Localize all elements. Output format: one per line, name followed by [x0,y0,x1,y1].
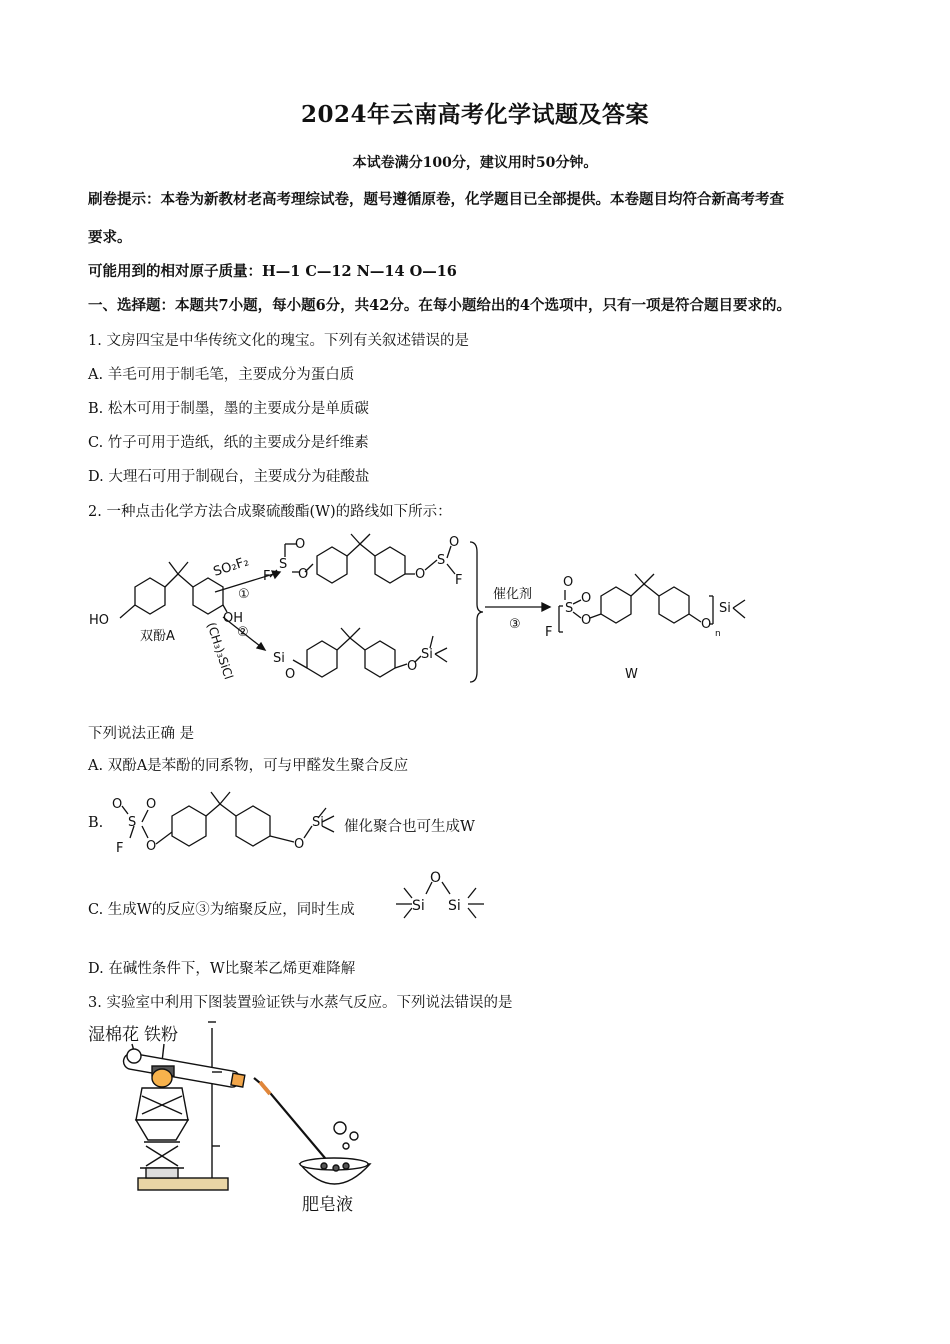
scheme-si-2: Si [421,647,433,662]
option-b-s: S [128,815,137,830]
scheme-o-2: O [298,567,309,582]
q2-stem: 2. 一种点击化学方法合成聚硫酸酯(W)的路线如下所示： [88,504,452,520]
q2-option-c-text: C. 生成W的反应③为缩聚反应，同时生成 [88,902,355,918]
scheme-o-4: O [449,535,460,550]
exam-note: 本试卷满分100分，建议用时50分钟。 [352,155,598,171]
scheme-step-2: ② [237,625,249,640]
scheme-o-8: O [581,591,592,606]
q2-option-b-prefix: B. [88,815,104,831]
scheme-o-3: O [415,567,426,582]
scheme-catalyst: 催化剂 [493,587,533,602]
scheme-si-1: Si [273,651,285,666]
scheme-bisphenol-label: 双酚A [140,629,175,644]
scheme-ho-label: HO [89,613,110,628]
scheme-o-7: O [563,575,574,590]
option-b-o-4: O [294,837,305,852]
q1-option-d: D. 大理石可用于制砚台，主要成分为硅酸盐 [88,469,370,485]
q2-option-b-structure [108,788,344,858]
q2-option-d: D. 在碱性条件下，W比聚苯乙烯更难降解 [88,961,356,977]
scheme-s-2: S [437,553,446,568]
option-b-o-1: O [112,797,123,812]
tip-line-1: 刷卷提示：本卷为新教材老高考理综试卷，题号遵循原卷，化学题目已全部提供。本卷题目均符合新高考考查 [88,191,784,208]
scheme-reagent-2: (CH₃)₃SiCl [204,620,236,682]
tip-line-2: 要求。 [88,229,132,246]
q2-option-b-suffix: 催化聚合也可生成W [344,819,475,835]
option-c-o: O [430,870,442,886]
scheme-oh-label: OH [223,611,244,626]
scheme-f-2: F [455,573,463,588]
scheme-si-3: Si [719,601,731,616]
q3-apparatus-figure [84,1018,384,1218]
scheme-reagent-1: SO₂F₂ [211,554,251,580]
scheme-o-9: O [581,613,592,628]
q1-option-b: B. 松木可用于制墨，墨的主要成分是单质碳 [88,401,369,417]
option-b-o-3: O [146,839,157,854]
scheme-o-1: O [295,537,306,552]
q1-option-c: C. 竹子可用于造纸，纸的主要成分是纤维素 [88,435,369,451]
scheme-f-3: F [545,625,553,640]
q2-option-c-structure [392,866,488,920]
label-wet-cotton: 湿棉花 [88,1025,139,1045]
option-b-si: Si [312,815,324,830]
option-b-f: F [116,841,124,856]
scheme-o-10: O [701,617,712,632]
label-soap-solution: 肥皂液 [302,1195,353,1215]
option-c-si-2: Si [448,898,461,914]
option-b-o-2: O [146,797,157,812]
q2-prompt: 下列说法正确 是 [88,726,195,742]
scheme-product-label: W [625,667,638,682]
q3-stem: 3. 实验室中利用下图装置验证铁与水蒸气反应。下列说法错误的是 [88,995,513,1011]
atomic-mass-line: 可能用到的相对原子质量：H—1 C—12 N—14 O—16 [88,263,457,280]
page-title: 2024年云南高考化学试题及答案 [300,101,649,128]
scheme-o-5: O [285,667,296,682]
q1-stem: 1. 文房四宝是中华传统文化的瑰宝。下列有关叙述错误的是 [88,333,469,349]
label-iron-powder: 铁粉 [144,1025,178,1045]
q1-option-a: A. 羊毛可用于制毛笔，主要成分为蛋白质 [88,367,355,383]
option-c-si-1: Si [412,898,425,914]
scheme-step-1: ① [238,587,250,602]
scheme-s-1: S [279,557,288,572]
scheme-step-3: ③ [509,617,521,632]
section-1-heading: 一、选择题：本题共7小题，每小题6分，共42分。在每小题给出的4个选项中，只有一项是符合题目要求的。 [88,297,791,314]
scheme-f-1: F [263,569,271,584]
scheme-n-subscript: n [715,629,721,639]
scheme-o-6: O [407,659,418,674]
q2-option-a: A. 双酚A是苯酚的同系物，可与甲醛发生聚合反应 [88,758,409,774]
q2-synthesis-scheme [85,532,765,692]
scheme-s-3: S [565,601,574,616]
